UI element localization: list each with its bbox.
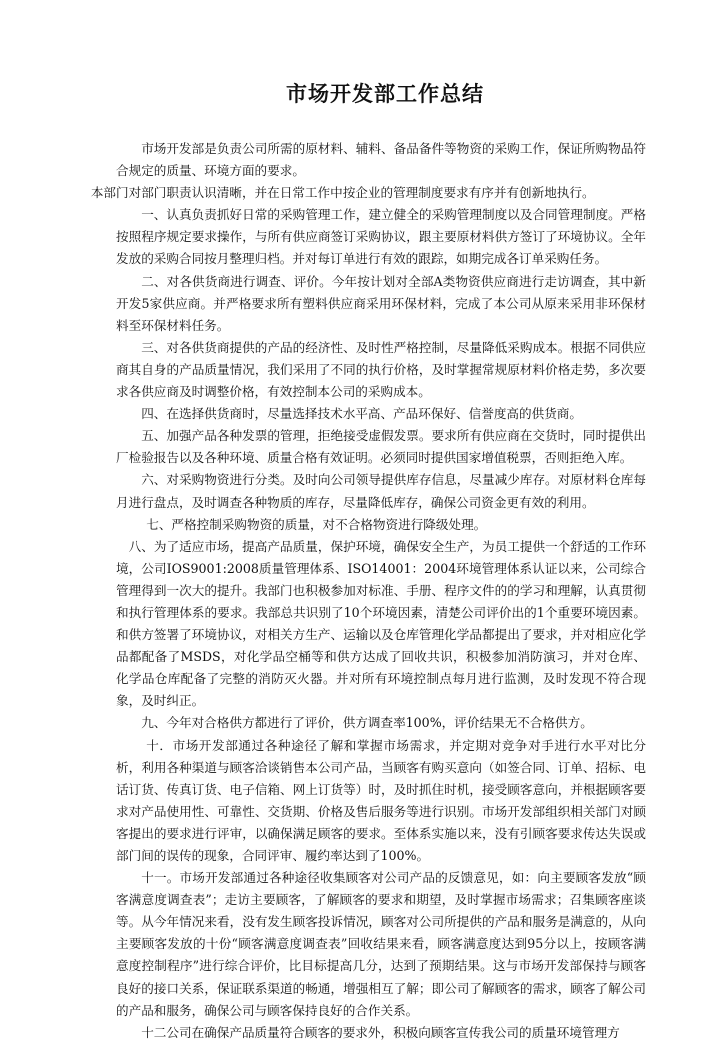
paragraph-11: 十一。市场开发部通过各种途径收集顾客对公司产品的反馈意见，如：向主要顾客发放“顾客满意度调查表”；走访主要顾客，了解顾客的要求和期望，及时掌握市场需求；召集顾客座谈等。从今年情况来看，没有发生顾客投诉情况，顾客对公司所提供的产品和服务是满意的，从向主要顾客发放的十份“顾客满意度调查表”回收结果来看，顾客满意度达到95分以上，按顾客满意度控制程序”进行综合评价，比目标提高几分，达到了预期结果。这与市场开发部保持与顾客良好的接口关系，保证联系渠道的畅通，增强相互了解；即公司了解顾客的需求，顾客了解公司的产品和服务，确保公司与顾客保持良好的合作关系。 bbox=[116, 870, 646, 1018]
document-title: 市场开发部工作总结 bbox=[286, 82, 484, 106]
paragraph-intro: 市场开发部是负责公司所需的原材料、辅料、备品备件等物资的采购工作，保证所购物品符合规定的质量、环境方面的要求。 bbox=[116, 141, 646, 179]
paragraph-department: 本部门对部门职责认识清晰，并在日常工作中按企业的管理制度要求有序并有创新地执行。 bbox=[90, 185, 595, 201]
paragraph-7: 七、严格控制采购物资的质量，对不合格物资进行降级处理。 bbox=[146, 516, 487, 532]
paragraph-9: 九、今年对合格供方都进行了评价，供方调查率100%，评价结果无不合格供方。 bbox=[141, 715, 593, 731]
paragraph-8: 八、为了适应市场，提高产品质量，保护环境，确保安全生产，为员工提供一个舒适的工作环境，公司IOS9001:2008质量管理体系、ISO14001：2004环境管理体系认证以来，公司综合管理得到一次大的提升。我部门也积极参加对标准、手册、程序文件的的学习和理解，认真贯彻和执行管理体系的要求。我部总共识别了10个环境因素，清楚公司评价出的1个重要环境因素。和供方签署了环境协议，对相关方生产、运输以及仓库管理化学品都提出了要求，并对相应化学品都配备了MSDS，对化学品空桶等和供方达成了回收共识，积极参加消防演习，并对仓库、化学品仓库配备了完整的消防灭火器。并对所有环境控制点每月进行监测，及时发现不符合现象，及时纠正。 bbox=[116, 538, 646, 709]
paragraph-1: 一、认真负责抓好日常的采购管理工作，建立健全的采购管理制度以及合同管理制度。严格按照程序规定要求操作，与所有供应商签订采购协议，跟主要原材料供方签订了环境协议。全年发放的采购合同按月整理归档。并对每订单进行有效的跟踪，如期完成各订单采购任务。 bbox=[116, 207, 646, 267]
paragraph-6: 六、对采购物资进行分类。及时向公司领导提供库存信息，尽量减少库存。对原材料仓库每月进行盘点，及时调查各种物质的库存，尽量降低库存，确保公司资金更有效的利用。 bbox=[116, 472, 646, 510]
paragraph-4: 四、在选择供货商时，尽量选择技术水平高、产品环保好、信誉度高的供货商。 bbox=[141, 406, 582, 422]
paragraph-12: 十二公司在确保产品质量符合顾客的要求外，积极向顾客宣传我公司的质量环境管理方 bbox=[141, 1024, 620, 1040]
document-body bbox=[90, 138, 646, 1044]
paragraph-10: 十．市场开发部通过各种途径了解和掌握市场需求，并定期对竞争对手进行水平对比分析，利用各种渠道与顾客洽谈销售本公司产品，当顾客有购买意向（如签合同、订单、招标、电话订货、传真订货、电子信箱、网上订货等）时，及时抓住时机，接受顾客意向，并根据顾客要求对产品使用性、可靠性、交货期、价格及售后服务等进行识别。市场开发部组织相关部门对顾客提出的要求进行评审，以确保满足顾客的要求。至体系实施以来，没有引顾客要求传达失误或部门间的误传的现象，合同评审、履约率达到了100%。 bbox=[116, 737, 646, 863]
paragraph-5: 五、加强产品各种发票的管理，拒绝接受虚假发票。要求所有供应商在交货时，同时提供出厂检验报告以及各种环境、质量合格有效证明。必须同时提供国家增值税票，否则拒绝入库。 bbox=[116, 428, 646, 466]
paragraph-3: 三、对各供货商提供的产品的经济性、及时性严格控制，尽量降低采购成本。根据不同供应商其自身的产品质量情况，我们采用了不同的执行价格，及时掌握常规原材料价格走势，多次要求各供应商及时调整价格，有效控制本公司的采购成本。 bbox=[116, 339, 646, 400]
paragraph-2: 二、对各供货商进行调查、评价。今年按计划对全部A类物资供应商进行走访调查，其中新开发5家供应商。并严格要求所有塑料供应商采用环保材料，完成了本公司从原来采用非环保材料至环保材料任务。 bbox=[116, 273, 646, 333]
